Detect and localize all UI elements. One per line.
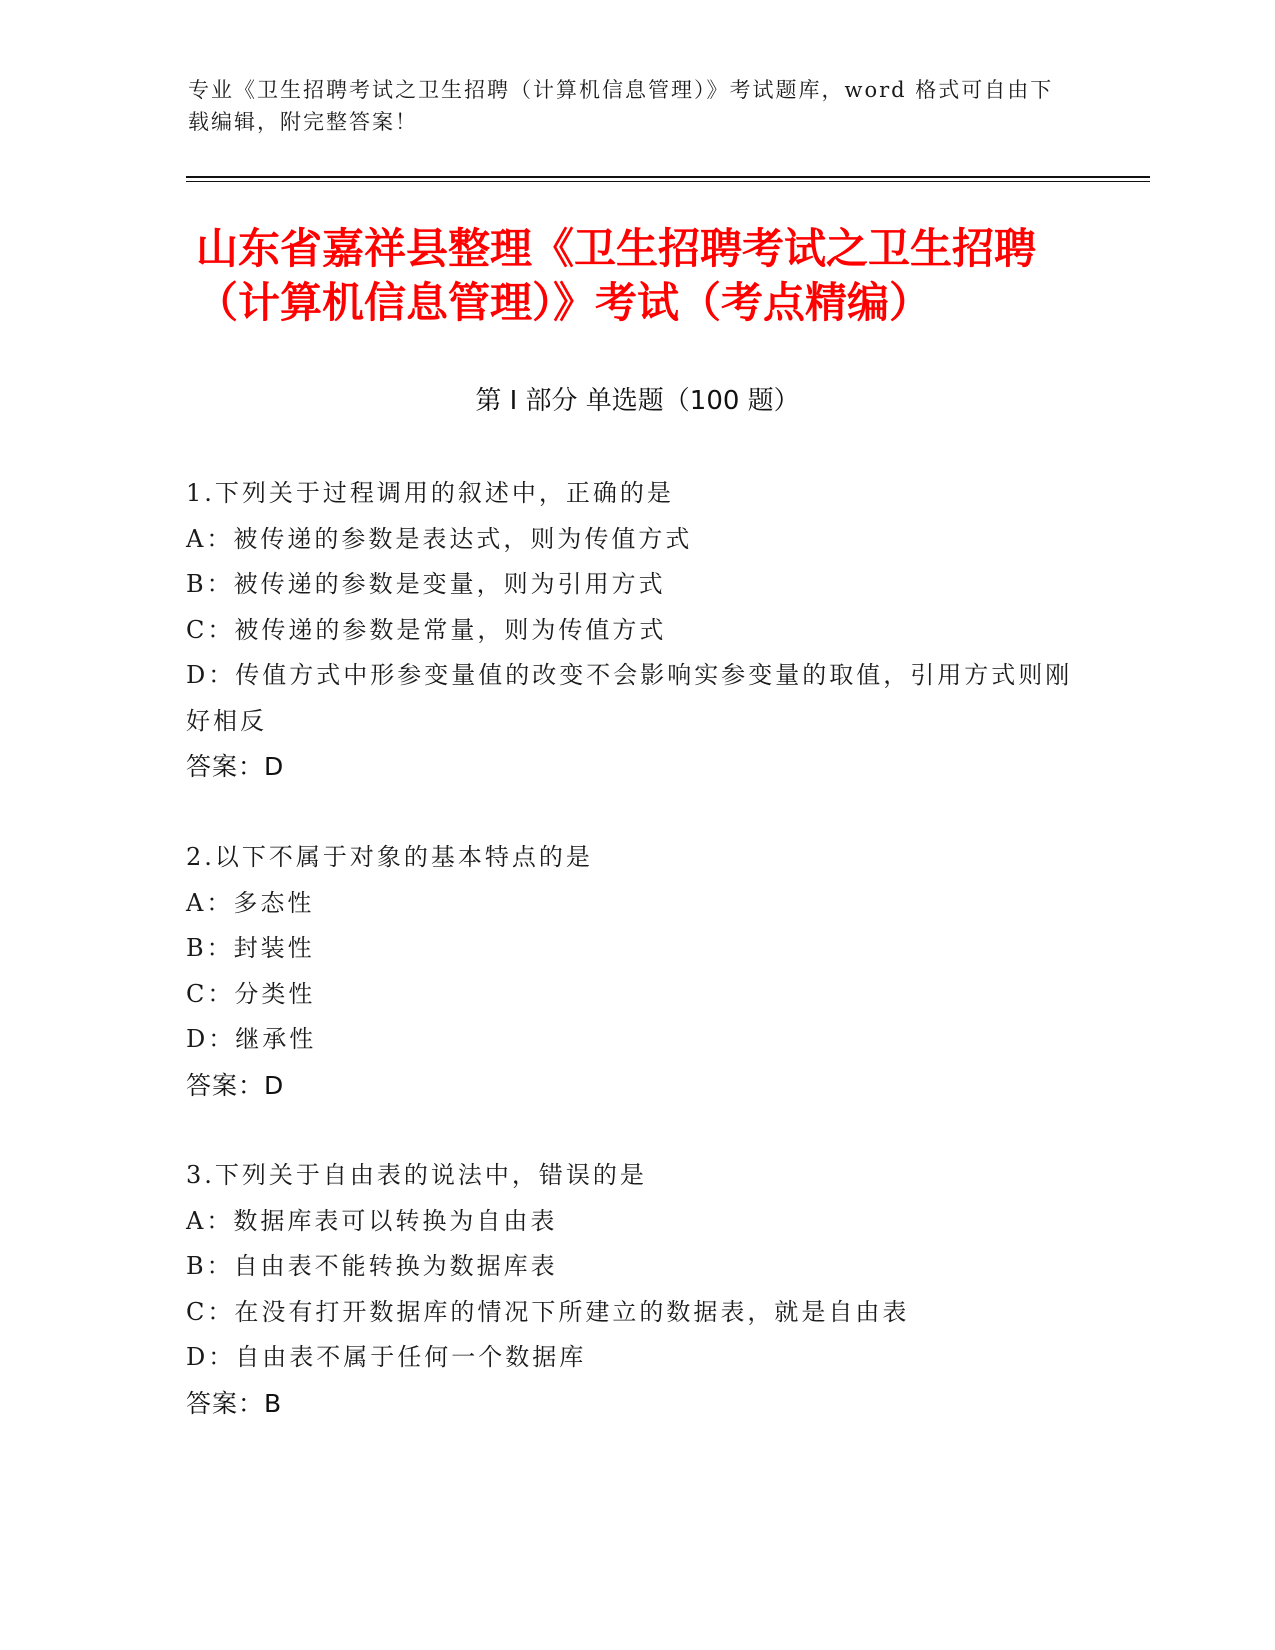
answer: 答案：D xyxy=(186,1070,285,1100)
option-c: C：被传递的参数是常量，则为传值方式 xyxy=(186,615,667,644)
document-title: 山东省嘉祥县整理《卫生招聘考试之卫生招聘（计算机信息管理）》考试（考点精编） xyxy=(196,224,1037,327)
question-2 xyxy=(186,835,1086,1108)
question-stem: 2.以下不属于对象的基本特点的是 xyxy=(186,843,593,871)
option-a: A：数据库表可以转换为自由表 xyxy=(186,1206,558,1235)
header-divider-thick xyxy=(186,176,1150,178)
header-note: 专业《卫生招聘考试之卫生招聘（计算机信息管理）》考试题库，word 格式可自由下载编辑，附完整答案！ xyxy=(188,78,1054,134)
answer: 答案：D xyxy=(186,752,285,781)
header-divider-thin xyxy=(186,181,1150,182)
option-a: A：多态性 xyxy=(186,888,315,917)
option-d: D：继承性 xyxy=(186,1025,317,1053)
question-1 xyxy=(186,471,1086,790)
question-stem: 3.下列关于自由表的说法中，错误的是 xyxy=(186,1161,647,1189)
option-b: B：封装性 xyxy=(186,934,315,962)
option-b: B：被传递的参数是变量，则为引用方式 xyxy=(186,570,666,598)
option-d: D：自由表不属于任何一个数据库 xyxy=(186,1343,587,1371)
option-d: D：传值方式中形参变量值的改变不会影响实参变量的取值，引用方式则刚好相反 xyxy=(186,661,1073,735)
option-c: C：分类性 xyxy=(186,979,316,1008)
answer: 答案：B xyxy=(186,1388,283,1418)
question-3 xyxy=(186,1153,1086,1426)
option-b: B：自由表不能转换为数据库表 xyxy=(186,1252,558,1280)
question-stem: 1.下列关于过程调用的叙述中，正确的是 xyxy=(186,479,674,507)
option-c: C：在没有打开数据库的情况下所建立的数据表，就是自由表 xyxy=(186,1297,910,1326)
option-a: A：被传递的参数是表达式，则为传值方式 xyxy=(186,524,693,553)
section-title: 第 I 部分 单选题（100 题） xyxy=(475,386,800,416)
